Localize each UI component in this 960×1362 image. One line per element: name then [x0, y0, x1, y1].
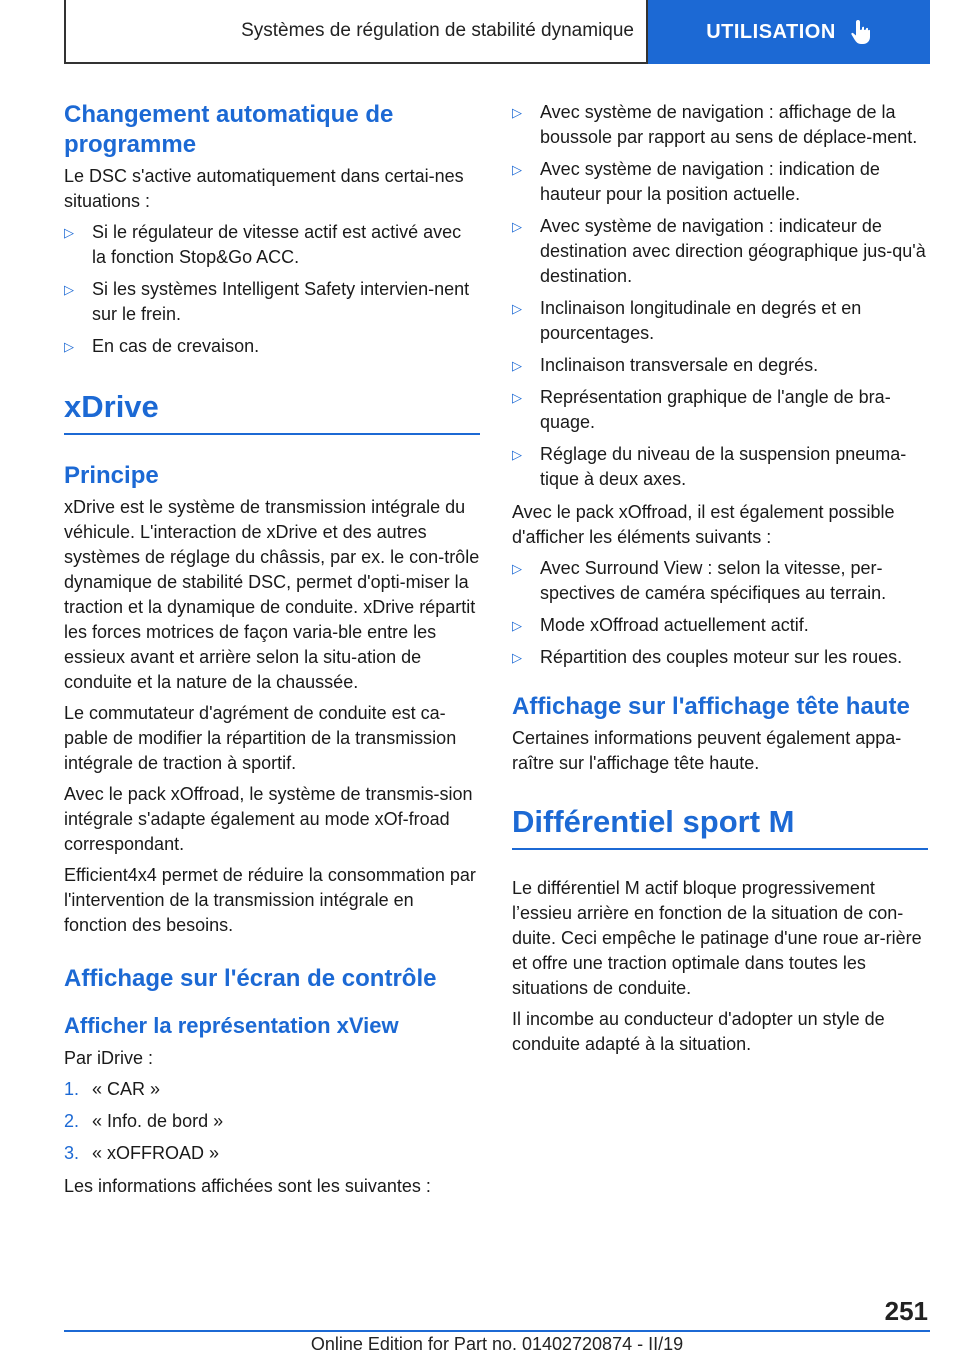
list-item: ▷ Si les systèmes Intelligent Safety intervien-nent sur le frein.	[64, 279, 470, 324]
list-item: ▷ Avec système de navigation : indication de hauteur pour la position actuelle.	[512, 159, 880, 204]
heading-principe: Principe	[64, 462, 159, 489]
heading-diff-sport: Différentiel sport M	[512, 802, 928, 850]
list-item: ▷ Réglage du niveau de la suspension pneuma-tique à deux axes.	[512, 444, 907, 489]
list-item: ▷ Inclinaison transversale en degrés.	[512, 353, 928, 378]
triangle-bullet-icon: ▷	[512, 105, 522, 120]
triangle-bullet-icon: ▷	[512, 219, 522, 234]
edition-footer: Online Edition for Part no. 01402720874 - II/19	[310, 1334, 684, 1354]
triangle-bullet-icon: ▷	[64, 339, 74, 354]
list-item: ▷ Avec Surround View : selon la vitesse, per-spectives de caméra spécifiques au terrain.	[512, 558, 887, 603]
triangle-bullet-icon: ▷	[512, 301, 522, 316]
paragraph: Efficient4x4 permet de réduire la consommation par l'intervention de la transmission intégrale en fonction des besoins.	[64, 865, 476, 935]
triangle-bullet-icon: ▷	[512, 358, 522, 373]
triangle-bullet-icon: ▷	[512, 447, 522, 462]
paragraph: Le différentiel M actif bloque progressivement l’essieu arrière en fonction de la situation de con-duite. Ceci empêche le patinage d'une roue ar-rière et offre une traction optimale dans toutes les situations de conduite.	[512, 878, 922, 998]
condition-list	[64, 220, 480, 359]
triangle-bullet-icon: ▷	[512, 650, 522, 665]
list-item: ▷ Répartition des couples moteur sur les roues.	[512, 645, 928, 670]
list-item: ▷ Inclinaison longitudinale en degrés et en pourcentages.	[512, 298, 862, 343]
paragraph: Il incombe au conducteur d'adopter un style de conduite adapté à la situation.	[512, 1009, 885, 1054]
left-column	[64, 100, 480, 1205]
paragraph: Avec le pack xOffroad, il est également possible d'afficher les éléments suivants :	[512, 502, 895, 547]
paragraph: Certaines informations peuvent également appa-raître sur l'affichage tête haute.	[512, 728, 902, 773]
list-item: ▷ Mode xOffroad actuellement actif.	[512, 613, 928, 638]
chapter-label: UTILISATION	[706, 20, 836, 43]
heading-xdrive: xDrive	[64, 387, 480, 435]
triangle-bullet-icon: ▷	[64, 282, 74, 297]
pointing-hand-icon	[850, 19, 872, 45]
list-item: ▷ Si le régulateur de vitesse actif est activé avec la fonction Stop&Go ACC.	[64, 222, 462, 267]
step-item[interactable]: 2. « Info. de bord »	[64, 1111, 224, 1131]
page-header	[64, 0, 930, 64]
triangle-bullet-icon: ▷	[512, 561, 522, 576]
info-list	[512, 100, 928, 492]
triangle-bullet-icon: ▷	[64, 225, 74, 240]
paragraph: Le commutateur d'agrément de conduite est ca-pable de modifier la répartition de la transmission intégrale de traction à sportif.	[64, 703, 457, 773]
step-item[interactable]: 3. « xOFFROAD »	[64, 1143, 220, 1163]
list-item: ▷ Avec système de navigation : indicateur de destination avec direction géographique jus-qu'à destination.	[512, 216, 926, 286]
page-number: 251	[884, 1296, 928, 1326]
list-item: ▷ Avec système de navigation : affichage de la boussole par rapport au sens de déplace-ment.	[512, 102, 918, 147]
triangle-bullet-icon: ▷	[512, 390, 522, 405]
paragraph: Avec le pack xOffroad, le système de transmis-sion intégrale s'adapte également au mode xOf-froad correspondant.	[64, 784, 473, 854]
heading-hud: Affichage sur l'affichage tête haute	[512, 693, 910, 720]
triangle-bullet-icon: ▷	[512, 162, 522, 177]
footer-divider	[64, 1330, 930, 1332]
chapter-tab[interactable]	[648, 0, 930, 64]
section-title: Systèmes de régulation de stabilité dynamique	[64, 0, 648, 64]
paragraph: Le DSC s'active automatiquement dans certai-nes situations :	[64, 166, 464, 211]
heading-xview: Afficher la représentation xView	[64, 1013, 399, 1038]
step-list	[64, 1077, 480, 1166]
xoffroad-list	[512, 556, 928, 670]
right-column	[512, 100, 928, 1063]
heading-display-control: Affichage sur l'écran de contrôle	[64, 965, 437, 992]
paragraph: xDrive est le système de transmission intégrale du véhicule. L'interaction de xDrive et des autres systèmes de réglage du châssis, par ex. le con-trôle dynamique de stabilité DSC, permet d'opti-miser la traction et la dynamique de conduite. xDrive répartit les forces motrices de façon varia-ble entre les essieux avant et arrière selon la situ-ation de conduite et la nature de la chaussée.	[64, 497, 480, 692]
paragraph: Par iDrive :	[64, 1048, 154, 1068]
list-item: ▷ Représentation graphique de l'angle de bra-quage.	[512, 387, 891, 432]
heading-auto-program: Changement automatique de programme	[64, 101, 394, 158]
step-item[interactable]: 1. « CAR »	[64, 1079, 161, 1099]
list-item: ▷ En cas de crevaison.	[64, 334, 480, 359]
triangle-bullet-icon: ▷	[512, 618, 522, 633]
paragraph: Les informations affichées sont les suivantes :	[64, 1176, 431, 1196]
